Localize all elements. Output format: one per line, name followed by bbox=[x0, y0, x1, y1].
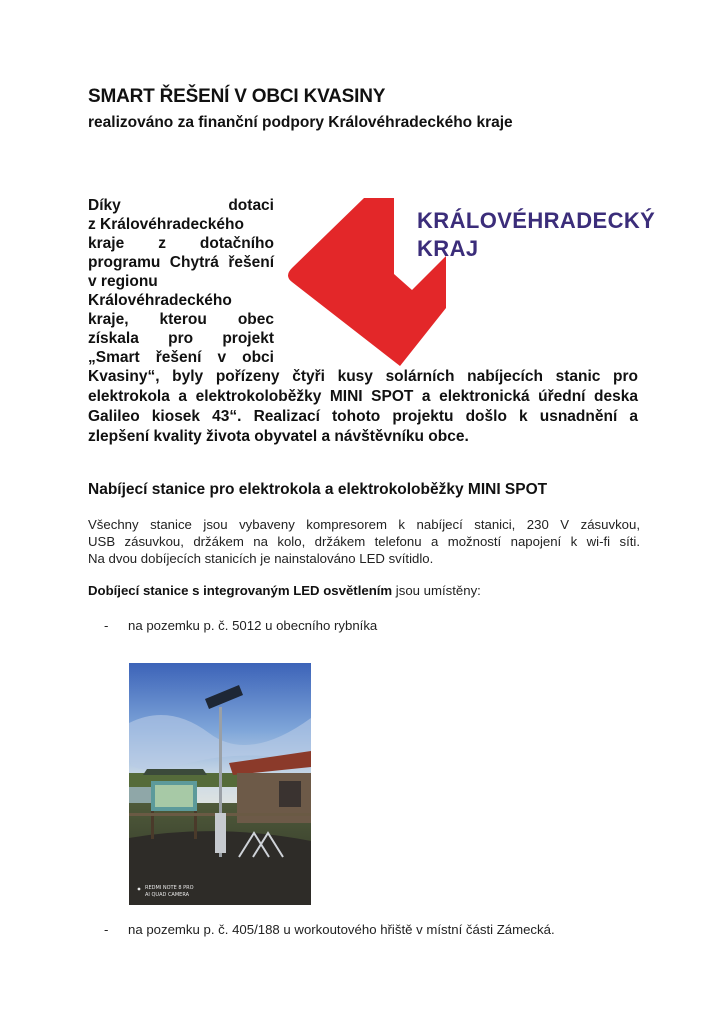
intro-line: kraje, kterou obec bbox=[88, 311, 274, 328]
photo-watermark-1: REDMI NOTE 8 PRO bbox=[145, 885, 194, 891]
intro-line: Kvasiny“, byly pořízeny čtyři kusy solárních nabíjecích stanic pro bbox=[88, 368, 638, 385]
logo-line-1: KRÁLOVÉHRADECKÝ bbox=[417, 208, 656, 233]
intro-line: Galileo kiosek 43“. Realizací tohoto projektu došlo k usnadnění a bbox=[88, 408, 638, 425]
equipment-bold-text: Dobíjecí stanice s integrovaným LED osvětlením bbox=[88, 583, 393, 598]
photo-station-box bbox=[215, 813, 226, 853]
intro-line: elektrokola a elektrokoloběžky MINI SPOT a elektronická úřední deska bbox=[88, 388, 638, 405]
bullet-dash: - bbox=[104, 922, 109, 937]
page-subtitle: realizováno za finanční podpory Královéhradeckého kraje bbox=[88, 114, 513, 131]
list-item bbox=[104, 922, 555, 937]
intro-line: programu Chytrá řešení bbox=[88, 254, 274, 271]
page-title: SMART ŘEŠENÍ V OBCI KVASINY bbox=[88, 86, 386, 107]
intro-paragraph-narrow bbox=[88, 196, 274, 367]
bullet-dash: - bbox=[104, 618, 109, 633]
intro-line: kraje z dotačního bbox=[88, 235, 274, 252]
intro-line: „Smart řešení v obci bbox=[88, 349, 274, 366]
intro-line: v regionu bbox=[88, 273, 158, 290]
intro-line: z Královéhradeckého bbox=[88, 216, 244, 233]
intro-line: získala pro projekt bbox=[88, 330, 274, 347]
paragraph-line: USB zásuvkou, držákem na kolo, držákem telefonu a možností napojení k wi-fi síti. bbox=[88, 534, 640, 549]
list-item-text: na pozemku p. č. 5012 u obecního rybníka bbox=[128, 618, 378, 633]
photo-board-map bbox=[155, 785, 193, 807]
logo-line-2: KRAJ bbox=[417, 236, 479, 261]
equipment-location-line bbox=[88, 583, 481, 598]
photo-building-window bbox=[279, 781, 301, 807]
charging-station-photo bbox=[129, 663, 311, 905]
intro-paragraph-wide bbox=[88, 367, 638, 447]
list-item bbox=[104, 618, 377, 633]
list-item-text: na pozemku p. č. 405/188 u workoutového hřiště v místní části Zámecká. bbox=[128, 922, 555, 937]
intro-line: Díky dotaci bbox=[88, 197, 274, 214]
paragraph-line: Všechny stanice jsou vybaveny kompresorem k nabíjecí stanici, 230 V zásuvkou, bbox=[88, 517, 640, 532]
equipment-rest-text: jsou umístěny: bbox=[392, 583, 481, 598]
logo-wordmark bbox=[417, 207, 655, 263]
paragraph-line: Na dvou dobíjecích stanicích je nainstalováno LED svítidlo. bbox=[88, 551, 434, 566]
intro-line: zlepšení kvality života obyvatel a návštěvníku obce. bbox=[88, 428, 469, 445]
photo-watermark-dots bbox=[138, 888, 141, 891]
section-heading: Nabíjecí stanice pro elektrokola a elektrokoloběžky MINI SPOT bbox=[88, 481, 548, 498]
intro-line: Královéhradeckého bbox=[88, 292, 232, 309]
photo-watermark-2: AI QUAD CAMERA bbox=[145, 892, 190, 898]
section-paragraph bbox=[88, 516, 640, 567]
photo-board-roof bbox=[143, 769, 207, 775]
